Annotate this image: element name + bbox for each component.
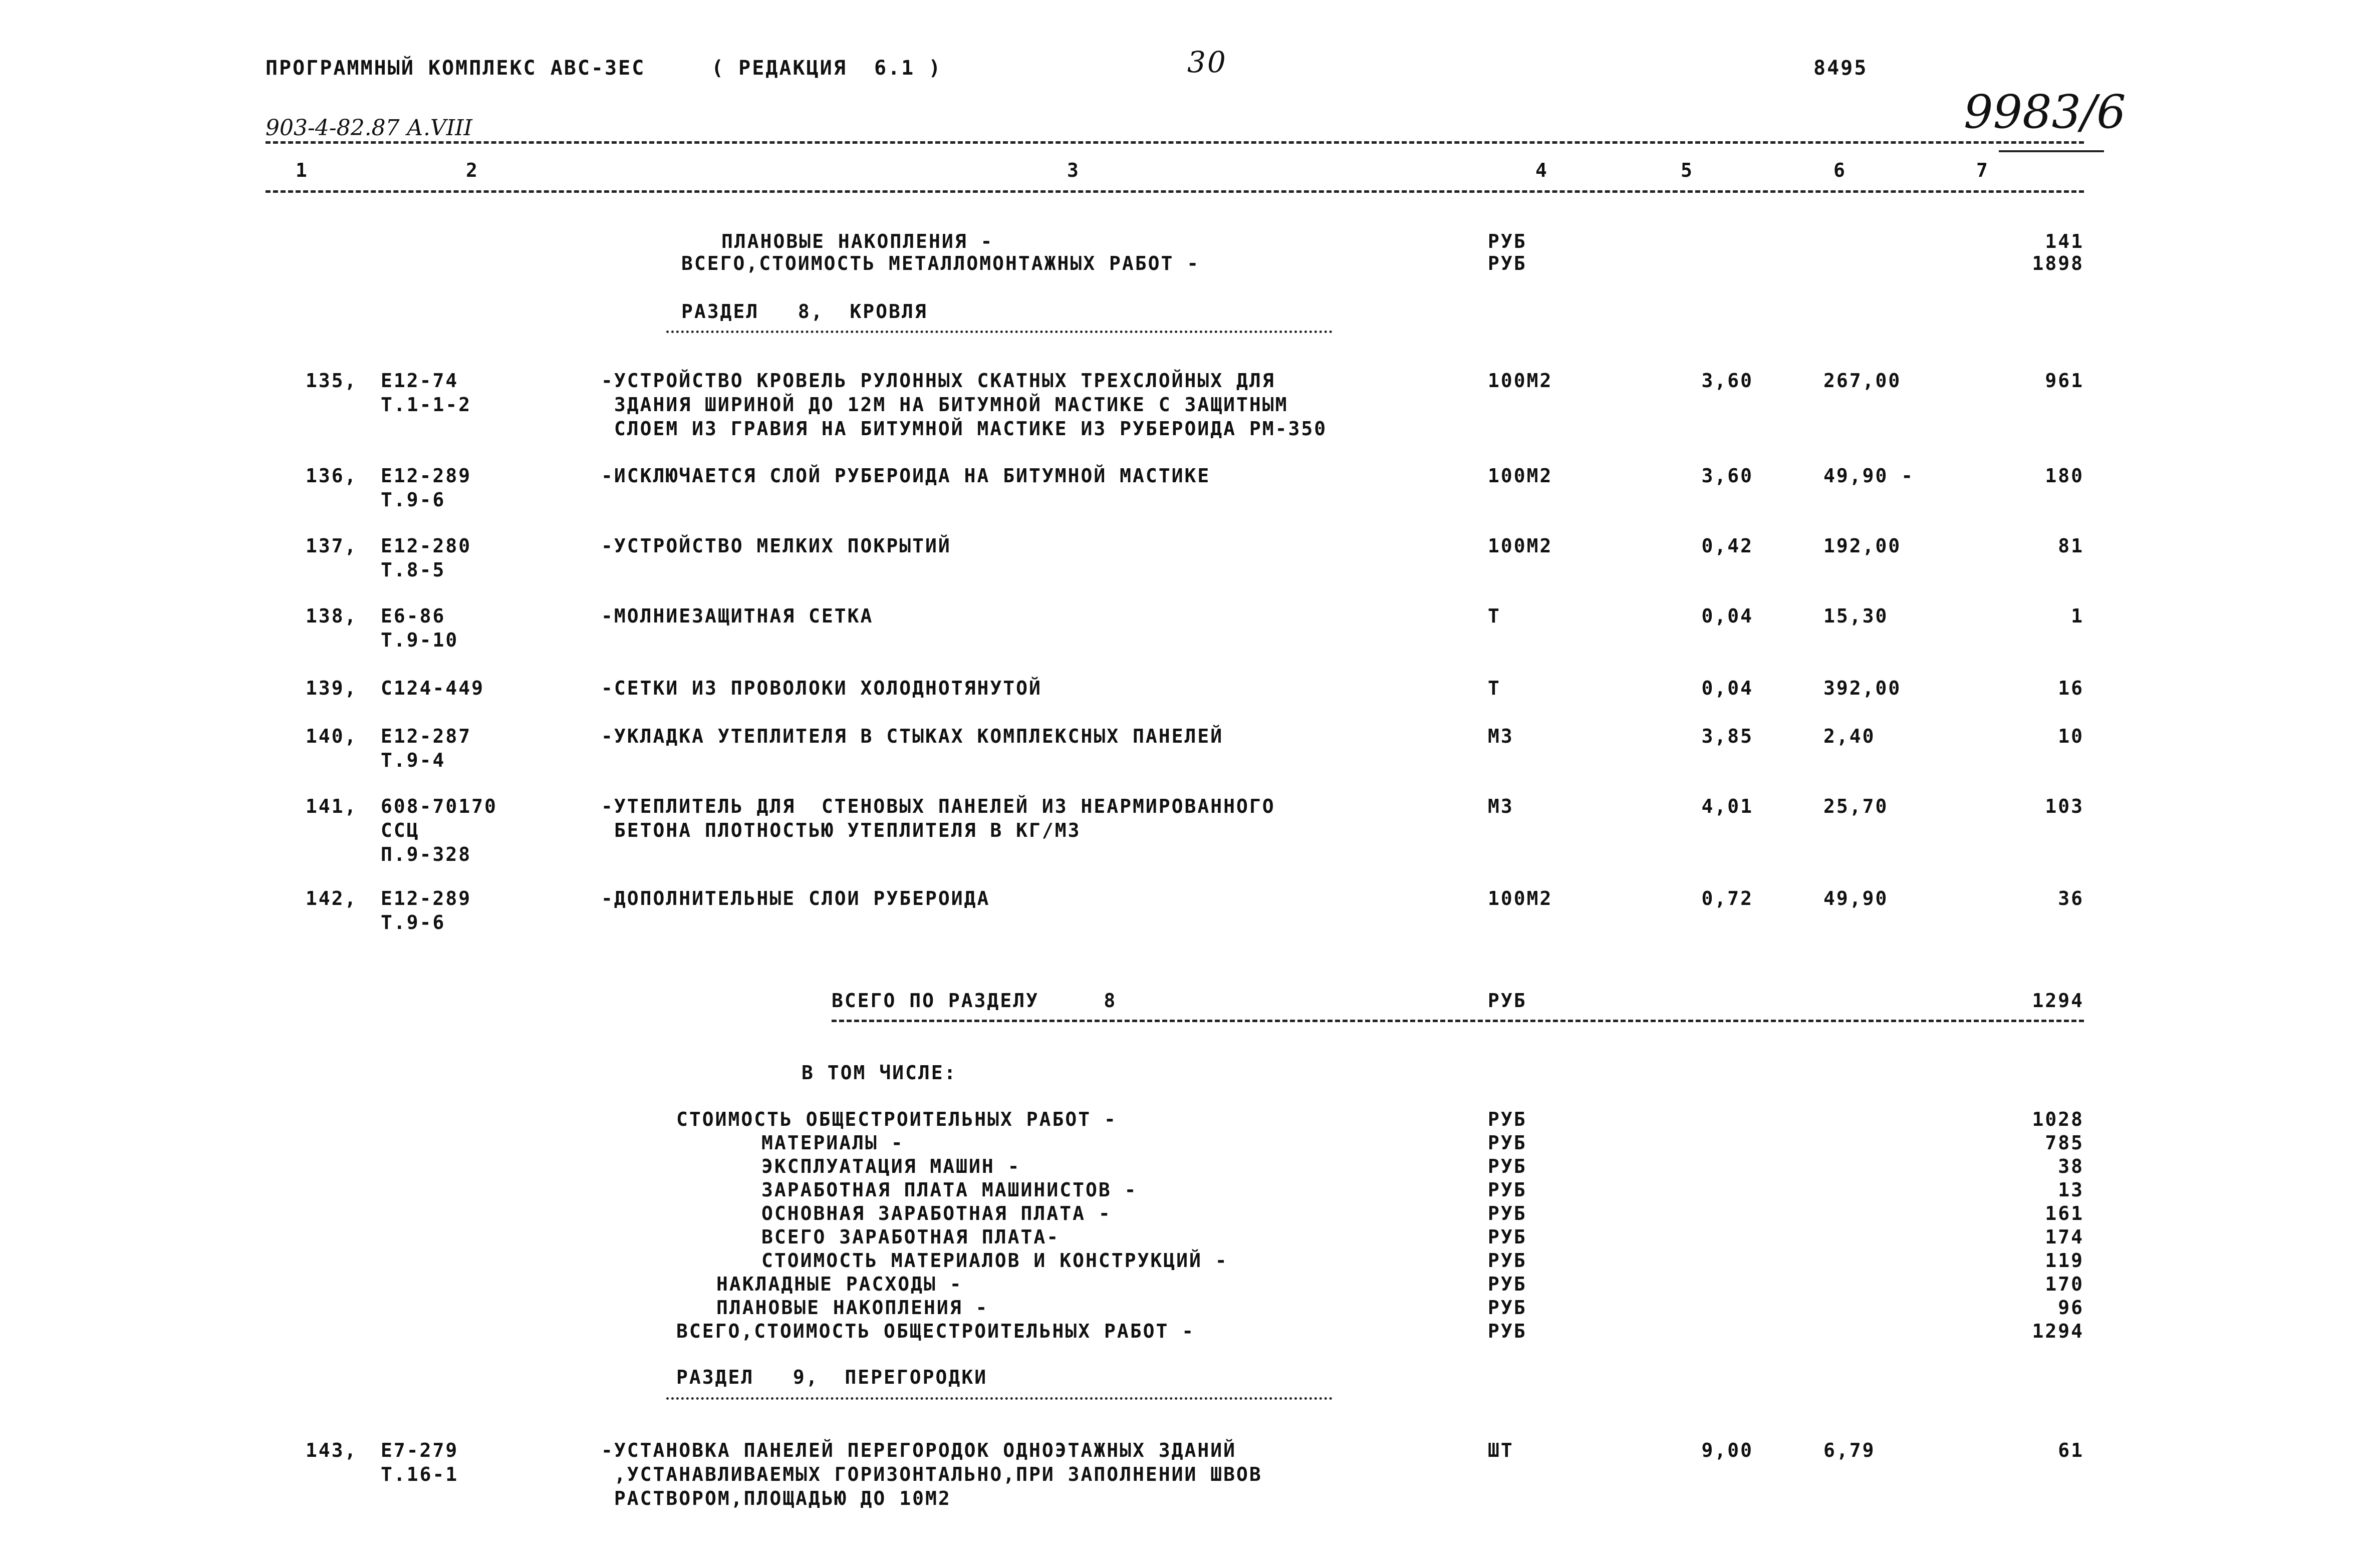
row-description: -УСТРОЙСТВО МЕЛКИХ ПОКРЫТИЙ <box>601 535 951 557</box>
row-description: РАСТВОРОМ,ПЛОЩАДЬЮ ДО 10М2 <box>601 1487 951 1509</box>
row-code: Е6-86 <box>381 605 446 627</box>
row-description: -УСТАНОВКА ПАНЕЛЕЙ ПЕРЕГОРОДОК ОДНОЭТАЖНЫХ ЗДАНИЙ <box>601 1439 1237 1461</box>
row-code-ref: ССЦ <box>381 819 420 841</box>
breakdown-unit: РУБ <box>1488 1249 1527 1272</box>
row-unit: 100М2 <box>1488 465 1553 487</box>
col-header-1: 1 <box>296 159 309 181</box>
row-total: 16 <box>2058 677 2084 699</box>
row-price: 2,40 <box>1823 725 1876 747</box>
row-price: 49,90 - <box>1823 465 1915 487</box>
row-description: -УСТРОЙСТВО КРОВЕЛЬ РУЛОННЫХ СКАТНЫХ ТРЕХСЛОЙНЫХ ДЛЯ <box>601 370 1275 392</box>
row-price: 15,30 <box>1823 605 1889 627</box>
breakdown-total: 174 <box>2045 1226 2084 1248</box>
section-total-value: 1294 <box>2032 990 2084 1012</box>
section-total-rule <box>832 1020 2084 1022</box>
row-code-ref: Т.9-6 <box>381 489 446 511</box>
row-number: 137, <box>306 535 358 557</box>
row-code-ref: Т.9-6 <box>381 911 446 933</box>
row-price: 392,00 <box>1823 677 1902 699</box>
breakdown-unit: РУБ <box>1488 1226 1527 1248</box>
breakdown-total: 785 <box>2045 1132 2084 1154</box>
row-code-ref: П.9-328 <box>381 843 472 865</box>
row-unit: 100М2 <box>1488 535 1553 557</box>
row-price: 49,90 <box>1823 887 1889 909</box>
breakdown-unit: РУБ <box>1488 1273 1527 1295</box>
breakdown-unit: РУБ <box>1488 1320 1527 1342</box>
row-number: 141, <box>306 795 358 817</box>
row-total: 180 <box>2045 465 2084 487</box>
col-header-2: 2 <box>466 159 479 181</box>
breakdown-label: ПЛАНОВЫЕ НАКОПЛЕНИЯ - <box>716 1297 989 1319</box>
breakdown-total: 96 <box>2058 1297 2084 1319</box>
header-rule-bottom <box>266 190 2084 193</box>
breakdown-total: 1028 <box>2032 1108 2084 1130</box>
breakdown-total: 161 <box>2045 1202 2084 1224</box>
row-price: 25,70 <box>1823 795 1889 817</box>
row-description: СЛОЕМ ИЗ ГРАВИЯ НА БИТУМНОЙ МАСТИКЕ ИЗ РУБЕРОИДА РМ-350 <box>601 418 1328 440</box>
col-header-5: 5 <box>1681 159 1694 181</box>
section-9-underline <box>666 1397 1333 1400</box>
breakdown-label: СТОИМОСТЬ ОБЩЕСТРОИТЕЛЬНЫХ РАБОТ - <box>676 1108 1117 1130</box>
summary-unit: РУБ <box>1488 252 1527 274</box>
row-number: 135, <box>306 370 358 392</box>
row-code: 608-70170 <box>381 795 497 817</box>
summary-label: ПЛАНОВЫЕ НАКОПЛЕНИЯ - <box>721 230 994 252</box>
col-header-3: 3 <box>1067 159 1080 181</box>
row-description: -УКЛАДКА УТЕПЛИТЕЛЯ В СТЫКАХ КОМПЛЕКСНЫХ ПАНЕЛЕЙ <box>601 725 1224 747</box>
row-quantity: 0,04 <box>1701 605 1753 627</box>
breakdown-label: МАТЕРИАЛЫ - <box>761 1132 904 1154</box>
program-title: ПРОГРАММНЫЙ КОМПЛЕКС АВС-3ЕС <box>266 57 646 80</box>
row-code-ref: Т.9-4 <box>381 749 446 771</box>
breakdown-label: ЗАРАБОТНАЯ ПЛАТА МАШИНИСТОВ - <box>761 1179 1138 1201</box>
row-unit: Т <box>1488 677 1501 699</box>
breakdown-total: 13 <box>2058 1179 2084 1201</box>
row-code-ref: Т.1-1-2 <box>381 394 472 416</box>
row-code: Е12-74 <box>381 370 459 392</box>
row-quantity: 4,01 <box>1701 795 1753 817</box>
row-unit: Т <box>1488 605 1501 627</box>
section-9-title: РАЗДЕЛ 9, ПЕРЕГОРОДКИ <box>676 1366 988 1388</box>
row-description: ,УСТАНАВЛИВАЕМЫХ ГОРИЗОНТАЛЬНО,ПРИ ЗАПОЛНЕНИИ ШВОВ <box>601 1463 1262 1485</box>
row-description: БЕТОНА ПЛОТНОСТЬЮ УТЕПЛИТЕЛЯ В КГ/М3 <box>601 819 1081 841</box>
row-description: ЗДАНИЯ ШИРИНОЙ ДО 12М НА БИТУМНОЙ МАСТИКЕ С ЗАЩИТНЫМ <box>601 394 1288 416</box>
breakdown-label: ЭКСПЛУАТАЦИЯ МАШИН - <box>761 1155 1021 1177</box>
breakdown-label: ВСЕГО,СТОИМОСТЬ ОБЩЕСТРОИТЕЛЬНЫХ РАБОТ - <box>676 1320 1195 1342</box>
row-unit: М3 <box>1488 725 1514 747</box>
document-code: 8495 <box>1813 57 1868 80</box>
row-number: 138, <box>306 605 358 627</box>
row-unit: 100М2 <box>1488 370 1553 392</box>
breakdown-label: ВСЕГО ЗАРАБОТНАЯ ПЛАТА- <box>761 1226 1060 1248</box>
page-number: 30 <box>1187 45 1227 79</box>
row-code: Е12-280 <box>381 535 472 557</box>
row-number: 143, <box>306 1439 358 1461</box>
breakdown-total: 119 <box>2045 1249 2084 1272</box>
breakdown-total: 1294 <box>2032 1320 2084 1342</box>
edition-label: ( РЕДАКЦИЯ 6.1 ) <box>711 57 942 80</box>
row-unit: 100М2 <box>1488 887 1553 909</box>
row-total: 961 <box>2045 370 2084 392</box>
section-8-title: РАЗДЕЛ 8, КРОВЛЯ <box>681 300 928 323</box>
summary-total: 141 <box>2045 230 2084 252</box>
stamp-underline <box>1999 150 2104 152</box>
breakdown-label: НАКЛАДНЫЕ РАСХОДЫ - <box>716 1273 963 1295</box>
row-code: Е12-289 <box>381 887 472 909</box>
header-rule-top <box>266 141 2084 144</box>
row-quantity: 9,00 <box>1701 1439 1753 1461</box>
row-number: 136, <box>306 465 358 487</box>
row-quantity: 0,04 <box>1701 677 1753 699</box>
breakdown-label: СТОИМОСТЬ МАТЕРИАЛОВ И КОНСТРУКЦИЙ - <box>761 1249 1228 1272</box>
row-price: 192,00 <box>1823 535 1902 557</box>
row-total: 103 <box>2045 795 2084 817</box>
col-header-7: 7 <box>1976 159 1989 181</box>
summary-total: 1898 <box>2032 252 2084 274</box>
row-code: Е12-289 <box>381 465 472 487</box>
col-header-4: 4 <box>1535 159 1548 181</box>
row-total: 61 <box>2058 1439 2084 1461</box>
row-unit: ШТ <box>1488 1439 1514 1461</box>
row-description: -ИСКЛЮЧАЕТСЯ СЛОЙ РУБЕРОИДА НА БИТУМНОЙ МАСТИКЕ <box>601 465 1211 487</box>
breakdown-unit: РУБ <box>1488 1155 1527 1177</box>
inventory-stamp: 9983/6 <box>1964 85 2126 139</box>
breakdown-total: 170 <box>2045 1273 2084 1295</box>
row-quantity: 3,60 <box>1701 370 1753 392</box>
col-header-6: 6 <box>1833 159 1847 181</box>
row-description: -СЕТКИ ИЗ ПРОВОЛОКИ ХОЛОДНОТЯНУТОЙ <box>601 677 1042 699</box>
breakdown-total: 38 <box>2058 1155 2084 1177</box>
breakdown-unit: РУБ <box>1488 1202 1527 1224</box>
row-number: 142, <box>306 887 358 909</box>
section-8-underline <box>666 331 1333 333</box>
row-total: 1 <box>2071 605 2084 627</box>
row-total: 36 <box>2058 887 2084 909</box>
row-description: -УТЕПЛИТЕЛЬ ДЛЯ СТЕНОВЫХ ПАНЕЛЕЙ ИЗ НЕАРМИРОВАННОГО <box>601 795 1275 817</box>
section-total-unit: РУБ <box>1488 990 1527 1012</box>
breakdown-unit: РУБ <box>1488 1108 1527 1130</box>
row-total: 81 <box>2058 535 2084 557</box>
row-quantity: 0,42 <box>1701 535 1753 557</box>
row-code: Е12-287 <box>381 725 472 747</box>
row-number: 139, <box>306 677 358 699</box>
row-quantity: 0,72 <box>1701 887 1753 909</box>
row-number: 140, <box>306 725 358 747</box>
row-description: -ДОПОЛНИТЕЛЬНЫЕ СЛОИ РУБЕРОИДА <box>601 887 990 909</box>
breakdown-unit: РУБ <box>1488 1297 1527 1319</box>
section-total-label: ВСЕГО ПО РАЗДЕЛУ 8 <box>832 990 1117 1012</box>
row-code: С124-449 <box>381 677 485 699</box>
document-id: 903-4-82.87 А.VIII <box>266 115 472 141</box>
row-code-ref: Т.16-1 <box>381 1463 459 1485</box>
summary-label: ВСЕГО,СТОИМОСТЬ МЕТАЛЛОМОНТАЖНЫХ РАБОТ - <box>681 252 1200 274</box>
row-description: -МОЛНИЕЗАЩИТНАЯ СЕТКА <box>601 605 874 627</box>
row-code: Е7-279 <box>381 1439 459 1461</box>
including-label: В ТОМ ЧИСЛЕ: <box>802 1062 957 1084</box>
row-total: 10 <box>2058 725 2084 747</box>
row-quantity: 3,60 <box>1701 465 1753 487</box>
breakdown-label: ОСНОВНАЯ ЗАРАБОТНАЯ ПЛАТА - <box>761 1202 1112 1224</box>
row-price: 267,00 <box>1823 370 1902 392</box>
row-code-ref: Т.8-5 <box>381 559 446 581</box>
breakdown-unit: РУБ <box>1488 1179 1527 1201</box>
row-code-ref: Т.9-10 <box>381 629 459 651</box>
summary-unit: РУБ <box>1488 230 1527 252</box>
row-unit: М3 <box>1488 795 1514 817</box>
breakdown-unit: РУБ <box>1488 1132 1527 1154</box>
row-quantity: 3,85 <box>1701 725 1753 747</box>
row-price: 6,79 <box>1823 1439 1876 1461</box>
